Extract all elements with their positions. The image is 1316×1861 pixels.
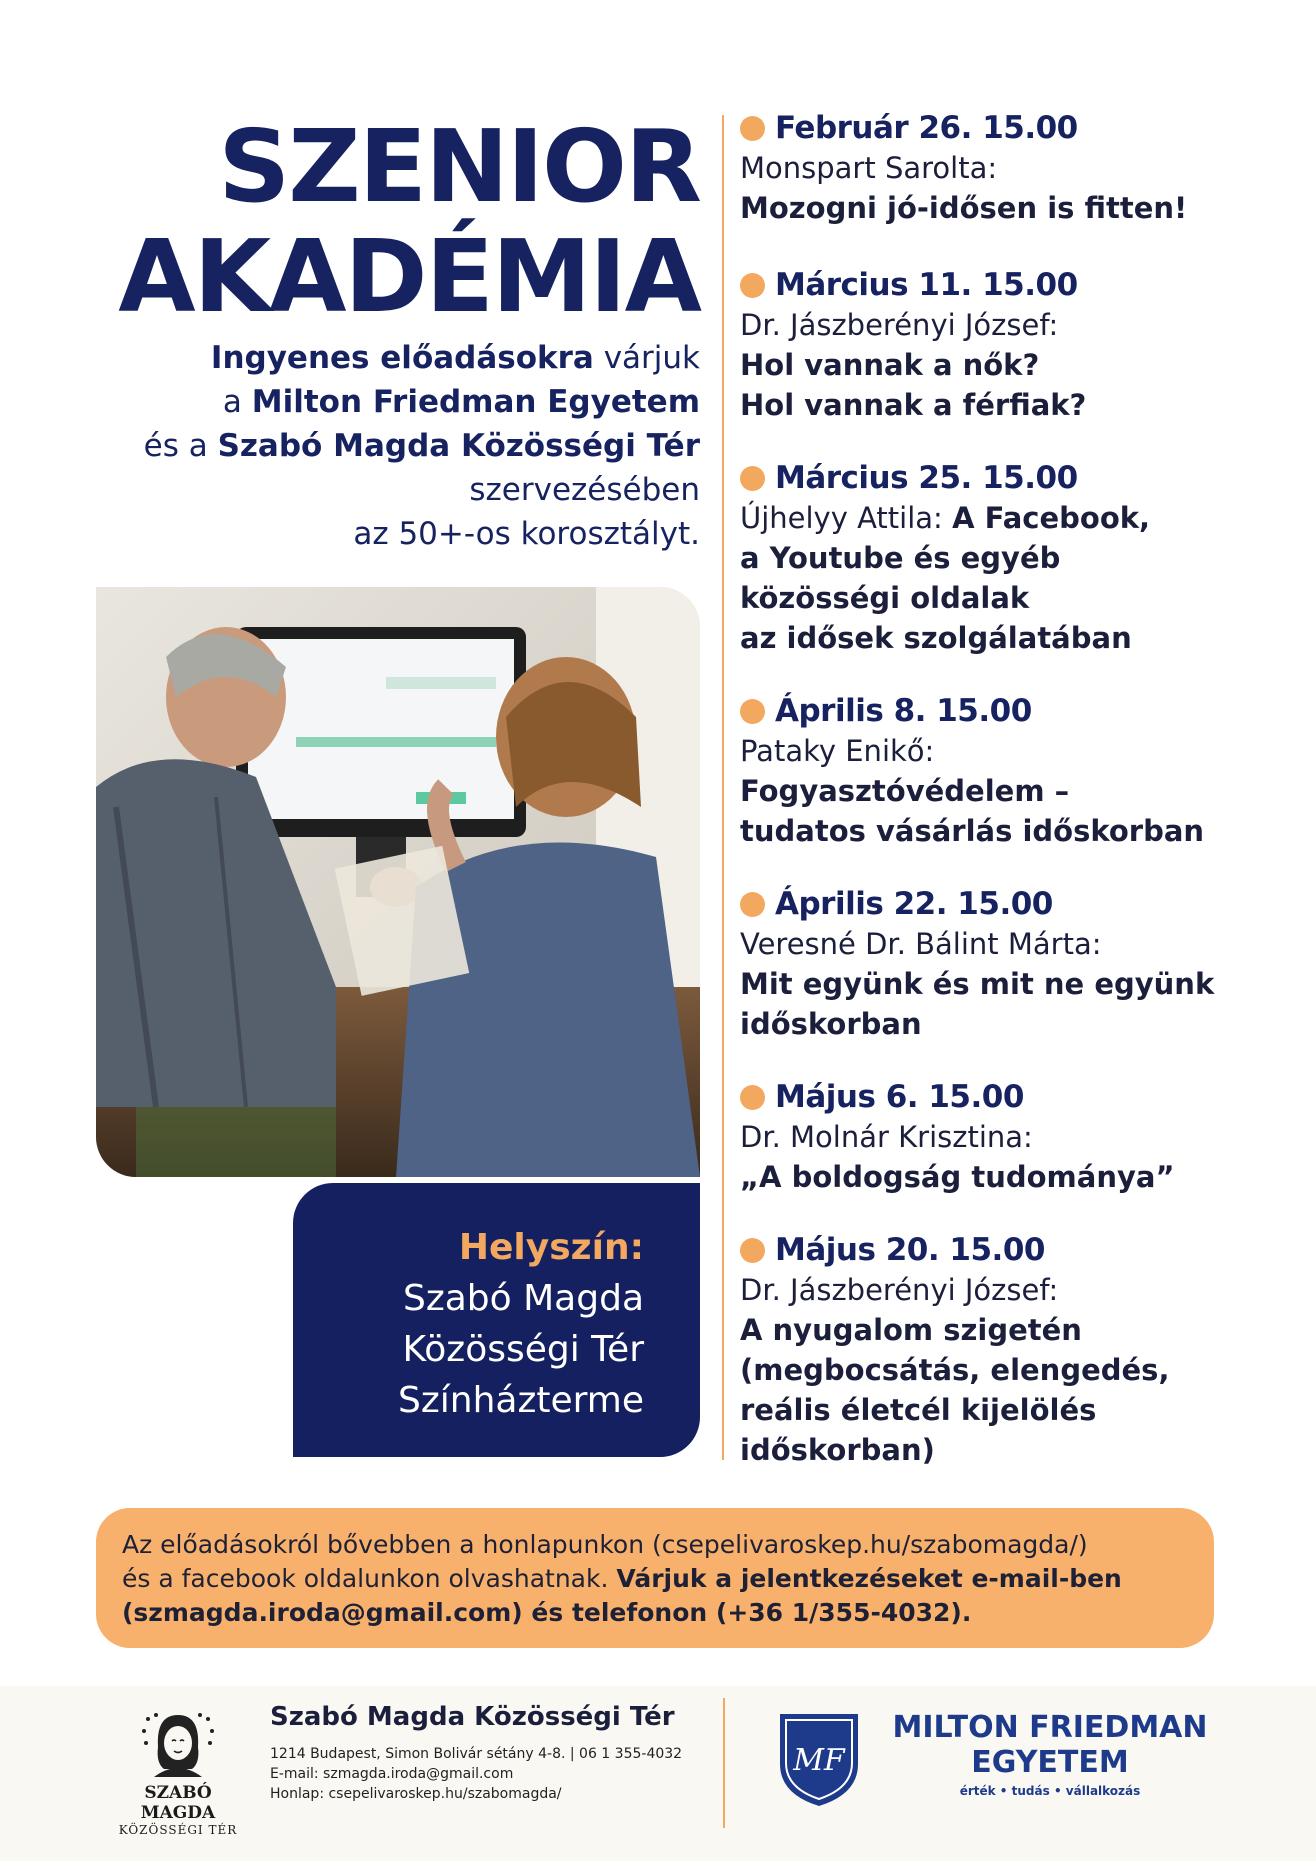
- event-speaker: Dr. Jászberényi József:: [740, 1273, 1059, 1307]
- intro-text: [60, 336, 700, 556]
- event-title: időskorban: [740, 1007, 922, 1041]
- intro-line-5: az 50+-os korosztályt.: [353, 516, 700, 552]
- website: Honlap: csepelivaroskep.hu/szabomagda/: [270, 1786, 562, 1802]
- event-item: [740, 1230, 1300, 1470]
- bullet-icon: [740, 699, 765, 724]
- info-line-1: Az előadásokról bővebben a honlapunkon (csepelivaroskep.hu/szabomagda/): [122, 1530, 1088, 1559]
- title-line-1: SZENIOR: [218, 108, 700, 225]
- mf-name-line-1: MILTON FRIEDMAN: [892, 1710, 1208, 1745]
- event-title: reális életcél kijelölés: [740, 1393, 1097, 1427]
- location-heading: Helyszín:: [458, 1227, 644, 1268]
- event-title: A nyugalom szigetén: [740, 1313, 1082, 1347]
- event-date: Április 8. 15.00: [775, 693, 1032, 729]
- event-item: [740, 1077, 1300, 1197]
- event-speaker: Újhelyy Attila:: [740, 501, 953, 535]
- event-speaker: Veresné Dr. Bálint Márta:: [740, 927, 1102, 961]
- event-title: A Facebook,: [952, 501, 1151, 535]
- intro-line-2: a Milton Friedman Egyetem: [222, 384, 700, 420]
- event-date: Május 6. 15.00: [775, 1079, 1024, 1115]
- mf-shield-logo: [776, 1708, 862, 1812]
- location-line: Közösségi Tér: [402, 1329, 644, 1370]
- mf-university-name: [880, 1710, 1220, 1798]
- portrait-icon: [138, 1707, 218, 1777]
- event-title: a Youtube és egyéb: [740, 541, 1061, 575]
- event-item: [740, 108, 1300, 228]
- mf-tagline: érték • tudás • vállalkozás: [959, 1784, 1141, 1798]
- event-title: tudatos vásárlás időskorban: [740, 814, 1205, 848]
- event-date: Március 25. 15.00: [775, 460, 1078, 496]
- event-title: „A boldogság tudománya”: [740, 1160, 1175, 1194]
- location-line: Szabó Magda: [402, 1278, 644, 1319]
- event-title: Fogyasztóvédelem –: [740, 774, 1070, 808]
- event-item: [740, 884, 1300, 1044]
- info-line-3: (szmagda.iroda@gmail.com) és telefonon (+36 1/355-4032).: [122, 1598, 972, 1627]
- address: 1214 Budapest, Simon Bolivár sétány 4-8. | 06 1 355-4032: [270, 1746, 683, 1762]
- event-title: közösségi oldalak: [740, 581, 1030, 615]
- event-title: (megbocsátás, elengedés,: [740, 1353, 1170, 1387]
- szabo-magda-logo: [108, 1707, 248, 1837]
- event-title: Hol vannak a nők?: [740, 348, 1040, 382]
- bullet-icon: [740, 892, 765, 917]
- info-banner: [96, 1508, 1214, 1648]
- event-speaker: Dr. Jászberényi József:: [740, 308, 1059, 342]
- footer-divider: [723, 1698, 725, 1828]
- event-item: [740, 691, 1300, 851]
- event-speaker: Monspart Sarolta:: [740, 151, 998, 185]
- mf-monogram: MF: [793, 1743, 845, 1778]
- bullet-icon: [740, 273, 765, 298]
- column-divider: [722, 115, 724, 1460]
- bullet-icon: [740, 1238, 765, 1263]
- smk-logo-name: SZABÓ MAGDA: [140, 1783, 216, 1823]
- event-title: időskorban): [740, 1433, 935, 1467]
- bullet-icon: [740, 1085, 765, 1110]
- email: E-mail: szmagda.iroda@gmail.com: [270, 1766, 514, 1782]
- event-title: Mozogni jó-idősen is fitten!: [740, 191, 1188, 225]
- event-date: Április 22. 15.00: [775, 886, 1053, 922]
- page-title: [60, 108, 700, 335]
- event-date: Május 20. 15.00: [775, 1232, 1045, 1268]
- event-speaker: Pataky Enikő:: [740, 734, 935, 768]
- info-line-2: és a facebook oldalunkon olvashatnak. Várjuk a jelentkezéseket e-mail-ben: [122, 1564, 1122, 1593]
- smk-contact: [270, 1702, 682, 1804]
- location-box: [293, 1183, 700, 1457]
- intro-line-1: Ingyenes előadásokra várjuk: [210, 340, 700, 376]
- bullet-icon: [740, 466, 765, 491]
- location-line: Színházterme: [398, 1380, 644, 1421]
- org-name: Szabó Magda Közösségi Tér: [270, 1702, 675, 1732]
- event-date: Február 26. 15.00: [775, 110, 1078, 146]
- bullet-icon: [740, 116, 765, 141]
- event-schedule: [740, 108, 1300, 1470]
- seniors-at-computer-photo: [96, 587, 700, 1177]
- event-title: Mit együnk és mit ne együnk: [740, 967, 1215, 1001]
- intro-line-4: szervezésében: [469, 472, 700, 508]
- event-item: [740, 458, 1300, 658]
- event-date: Március 11. 15.00: [775, 267, 1078, 303]
- title-line-2: AKADÉMIA: [118, 218, 700, 335]
- event-title: az idősek szolgálatában: [740, 621, 1132, 655]
- mf-name-line-2: EGYETEM: [971, 1745, 1129, 1780]
- event-item: [740, 265, 1300, 425]
- shield-icon: [776, 1708, 862, 1808]
- event-speaker: Dr. Molnár Krisztina:: [740, 1120, 1033, 1154]
- intro-line-3: és a Szabó Magda Közösségi Tér: [143, 428, 700, 464]
- smk-logo-sub: KÖZÖSSÉGI TÉR: [118, 1823, 238, 1837]
- event-title: Hol vannak a férfiak?: [740, 388, 1087, 422]
